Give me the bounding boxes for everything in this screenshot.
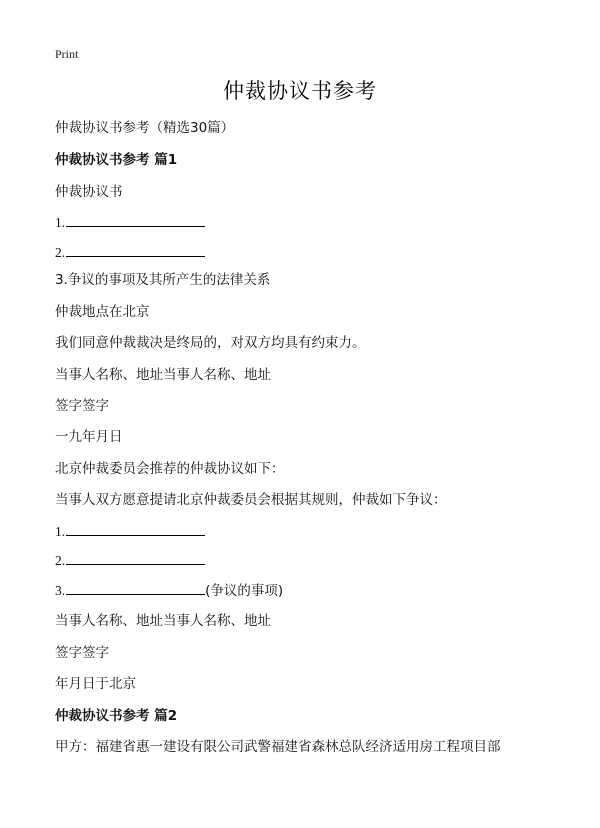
doc-name: 仲裁协议书 — [55, 184, 123, 200]
page-title: 仲裁协议书参考 — [223, 79, 377, 103]
arbitration-place: 仲裁地点在北京 — [55, 304, 150, 320]
parties-line: 当事人名称、地址当事人名称、地址 — [55, 613, 271, 629]
numbered-blank-line-3 — [55, 521, 205, 542]
numbered-blank-line-2 — [55, 242, 205, 263]
section1-heading: 仲裁协议书参考 篇1 — [55, 152, 178, 168]
blank-underline — [66, 212, 205, 227]
numbered-blank-line-4 — [55, 550, 205, 571]
item-number: 2. — [55, 553, 66, 568]
party-a-line: 甲方：福建省惠一建设有限公司武警福建省森林总队经济适用房工程项目部 — [55, 739, 501, 755]
item-number: 3. — [55, 583, 66, 598]
blank-underline — [66, 521, 205, 536]
item-number: 1. — [55, 215, 66, 230]
item-number: 1. — [55, 524, 66, 539]
numbered-blank-line-1 — [55, 212, 205, 233]
dispute-matters-line: 3.争议的事项及其所产生的法律关系 — [55, 272, 271, 288]
blank-underline — [66, 242, 205, 257]
item-number: 2. — [55, 245, 66, 260]
date-line: 年月日于北京 — [55, 676, 136, 692]
recommended-intro: 北京仲裁委员会推荐的仲裁协议如下： — [55, 461, 285, 477]
signatures-line: 签字签字 — [55, 398, 109, 414]
agreement-statement: 我们同意仲裁裁决是终局的，对双方均具有约束力。 — [55, 335, 366, 351]
print-label[interactable]: Print — [55, 47, 79, 61]
blank-underline — [66, 550, 205, 565]
numbered-blank-line-5 — [55, 580, 283, 601]
parties-line: 当事人名称、地址当事人名称、地址 — [55, 367, 271, 383]
subtitle: 仲裁协议书参考（精选30篇） — [55, 120, 235, 136]
date-line: 一九年月日 — [55, 429, 123, 445]
section2-heading: 仲裁协议书参考 篇2 — [55, 708, 178, 724]
signatures-line: 签字签字 — [55, 645, 109, 661]
blank-underline — [66, 580, 205, 595]
dispute-matters-suffix: (争议的事项) — [205, 583, 284, 599]
recommended-clause: 当事人双方愿意提请北京仲裁委员会根据其规则，仲裁如下争议： — [55, 492, 447, 508]
